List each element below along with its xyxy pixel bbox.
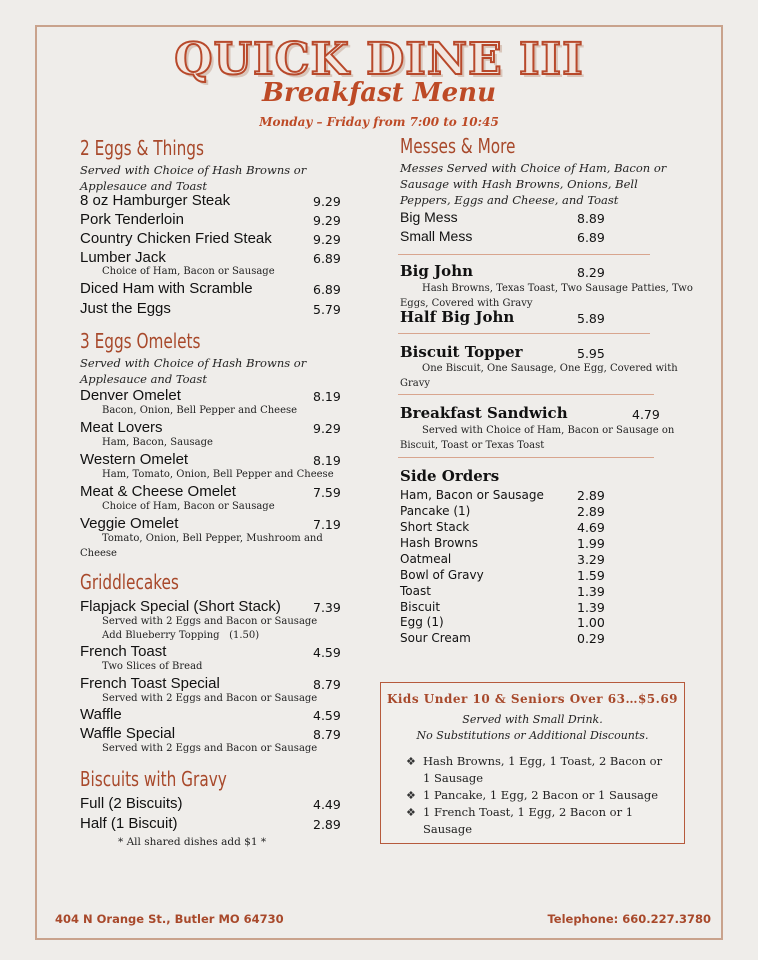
menu-item-name: Half (1 Biscuit) [80, 815, 178, 832]
divider [398, 457, 654, 458]
menu-item-description: Served with Choice of Ham, Bacon or Sausage on Biscuit, Toast or Texas Toast [400, 425, 675, 451]
menu-item-name: Just the Eggs [80, 300, 171, 317]
menu-item-price: 8.19 [313, 389, 341, 404]
menu-item-description: Hash Browns, Texas Toast, Two Sausage Patties, Two Eggs, Covered with Gravy [400, 283, 693, 309]
side-item-name: Ham, Bacon or Sausage [400, 488, 544, 502]
menu-item-name: Half Big John [400, 308, 515, 326]
section-heading-eggs: 2 Eggs & Things [80, 136, 204, 160]
menu-item-price: 8.79 [313, 677, 341, 692]
section-heading-biscuits: Biscuits with Gravy [80, 767, 227, 791]
menu-item-price: 6.89 [313, 282, 341, 297]
section-heading-omelets: 3 Eggs Omelets [80, 329, 201, 353]
menu-item-name: Meat & Cheese Omelet [80, 483, 236, 500]
menu-item-price: 8.79 [313, 727, 341, 742]
section-heading-messes: Messes & More [400, 134, 516, 158]
menu-item-name: Veggie Omelet [80, 515, 179, 532]
menu-item-name: Big Mess [400, 209, 458, 225]
side-item-price: 1.39 [577, 584, 605, 599]
menu-item-price: 8.89 [577, 211, 605, 226]
diamond-bullet-icon: ❖ [406, 789, 416, 802]
side-item-price: 1.59 [577, 568, 605, 583]
menu-item-name: Flapjack Special (Short Stack) [80, 598, 281, 615]
side-item-name: Sour Cream [400, 631, 471, 645]
menu-item-description: Choice of Ham, Bacon or Sausage [102, 501, 275, 512]
menu-item-description: Tomato, Onion, Bell Pepper, Mushroom and Cheese [80, 533, 323, 559]
section-heading-sides: Side Orders [400, 467, 500, 485]
side-item-name: Toast [400, 584, 431, 598]
menu-item-name: Waffle Special [80, 725, 176, 742]
menu-item-name: Waffle [80, 706, 122, 723]
kids-option: ❖ Hash Browns, 1 Egg, 1 Toast, 2 Bacon or 1 Sausage [406, 754, 663, 785]
menu-item-name: Pork Tenderloin [80, 211, 184, 228]
diamond-bullet-icon: ❖ [406, 806, 416, 819]
menu-item-name: Biscuit Topper [400, 343, 523, 361]
menu-item-price: 9.29 [313, 421, 341, 436]
menu-item-description: Served with 2 Eggs and Bacon or Sausage [102, 616, 318, 627]
shared-dish-footnote: * All shared dishes add $1 * [118, 836, 267, 848]
section-note-messes: Messes Served with Choice of Ham, Bacon or Sausage with Hash Browns, Onions, Bell Peppers, Eggs and Cheese, and Toast [400, 161, 667, 207]
side-item-name: Bowl of Gravy [400, 568, 484, 582]
restaurant-address: 404 N Orange St., Butler MO 64730 [55, 912, 284, 926]
menu-item-name: Small Mess [400, 228, 473, 244]
menu-item-description: Bacon, Onion, Bell Pepper and Cheese [102, 405, 298, 416]
menu-item-price: 4.49 [313, 797, 341, 812]
menu-item-name: Diced Ham with Scramble [80, 280, 253, 297]
menu-item-name: French Toast [80, 643, 167, 660]
side-item-price: 1.99 [577, 536, 605, 551]
restaurant-phone: Telephone: 660.227.3780 [547, 912, 711, 926]
divider [398, 254, 650, 255]
menu-item-price: 7.19 [313, 517, 341, 532]
side-item-price: 2.89 [577, 488, 605, 503]
menu-item-description: Served with 2 Eggs and Bacon or Sausage [102, 743, 318, 754]
side-item-price: 0.29 [577, 631, 605, 646]
menu-item-price: 8.19 [313, 453, 341, 468]
menu-item-description: One Biscuit, One Sausage, One Egg, Covered with Gravy [400, 363, 678, 389]
menu-item-price: 6.89 [313, 251, 341, 266]
menu-item-name: Big John [400, 262, 474, 280]
side-item-price: 1.00 [577, 615, 605, 630]
side-item-price: 4.69 [577, 520, 605, 535]
kids-seniors-box [380, 682, 685, 844]
menu-item-price: 7.39 [313, 600, 341, 615]
menu-item-price: 9.29 [313, 194, 341, 209]
menu-item-price: 9.29 [313, 232, 341, 247]
kids-option: ❖ 1 French Toast, 1 Egg, 2 Bacon or 1 Sausage [406, 805, 634, 836]
section-note-omelets: Served with Choice of Hash Browns or Applesauce and Toast [80, 356, 307, 386]
section-note-eggs: Served with Choice of Hash Browns or Applesauce and Toast [80, 163, 307, 193]
menu-item-name: Western Omelet [80, 451, 189, 468]
menu-item-description: Ham, Tomato, Onion, Bell Pepper and Cheese [102, 469, 334, 480]
side-item-name: Hash Browns [400, 536, 478, 550]
menu-item-price: 7.59 [313, 485, 341, 500]
menu-item-name: French Toast Special [80, 675, 220, 692]
menu-item-name: Meat Lovers [80, 419, 163, 436]
kids-option: ❖ 1 Pancake, 1 Egg, 2 Bacon or 1 Sausage [406, 788, 659, 802]
side-item-price: 3.29 [577, 552, 605, 567]
menu-item-description: Ham, Bacon, Sausage [102, 437, 213, 448]
menu-item-price: 4.79 [632, 407, 660, 422]
menu-item-name: Lumber Jack [80, 249, 166, 266]
menu-item-price: 6.89 [577, 230, 605, 245]
divider [398, 394, 654, 395]
menu-subtitle: Breakfast Menu [262, 78, 496, 108]
side-item-price: 2.89 [577, 504, 605, 519]
menu-item-description: Served with 2 Eggs and Bacon or Sausage [102, 693, 318, 704]
side-item-name: Pancake (1) [400, 504, 471, 518]
section-heading-griddlecakes: Griddlecakes [80, 570, 179, 594]
menu-item-price: 5.79 [313, 302, 341, 317]
kids-seniors-title: Kids Under 10 & Seniors Over 63…$5.69 [386, 692, 679, 706]
menu-item-name: Denver Omelet [80, 387, 181, 404]
kids-drink-note: Served with Small Drink. [462, 713, 603, 726]
menu-item-name: Breakfast Sandwich [400, 404, 568, 422]
menu-item-price: 2.89 [313, 817, 341, 832]
diamond-bullet-icon: ❖ [406, 755, 416, 768]
side-item-name: Biscuit [400, 600, 441, 614]
restaurant-title: QUICK DINE III [174, 34, 584, 85]
menu-item-price: 5.89 [577, 311, 605, 326]
kids-discount-note: No Substitutions or Additional Discounts. [416, 729, 649, 742]
side-item-name: Oatmeal [400, 552, 452, 566]
menu-item-description: Choice of Ham, Bacon or Sausage [102, 266, 275, 277]
menu-item-addon: Add Blueberry Topping (1.50) [102, 630, 260, 641]
menu-item-price: 4.59 [313, 645, 341, 660]
menu-item-price: 8.29 [577, 265, 605, 280]
divider [398, 333, 650, 334]
side-item-name: Egg (1) [400, 615, 444, 629]
menu-item-name: Country Chicken Fried Steak [80, 230, 272, 247]
serving-hours: Monday – Friday from 7:00 to 10:45 [259, 115, 499, 129]
menu-item-price: 5.95 [577, 346, 605, 361]
menu-item-name: Full (2 Biscuits) [80, 795, 183, 812]
menu-item-description: Two Slices of Bread [102, 661, 203, 672]
menu-item-name: 8 oz Hamburger Steak [80, 192, 231, 209]
side-item-price: 1.39 [577, 600, 605, 615]
menu-item-price: 4.59 [313, 708, 341, 723]
menu-item-price: 9.29 [313, 213, 341, 228]
side-item-name: Short Stack [400, 520, 470, 534]
